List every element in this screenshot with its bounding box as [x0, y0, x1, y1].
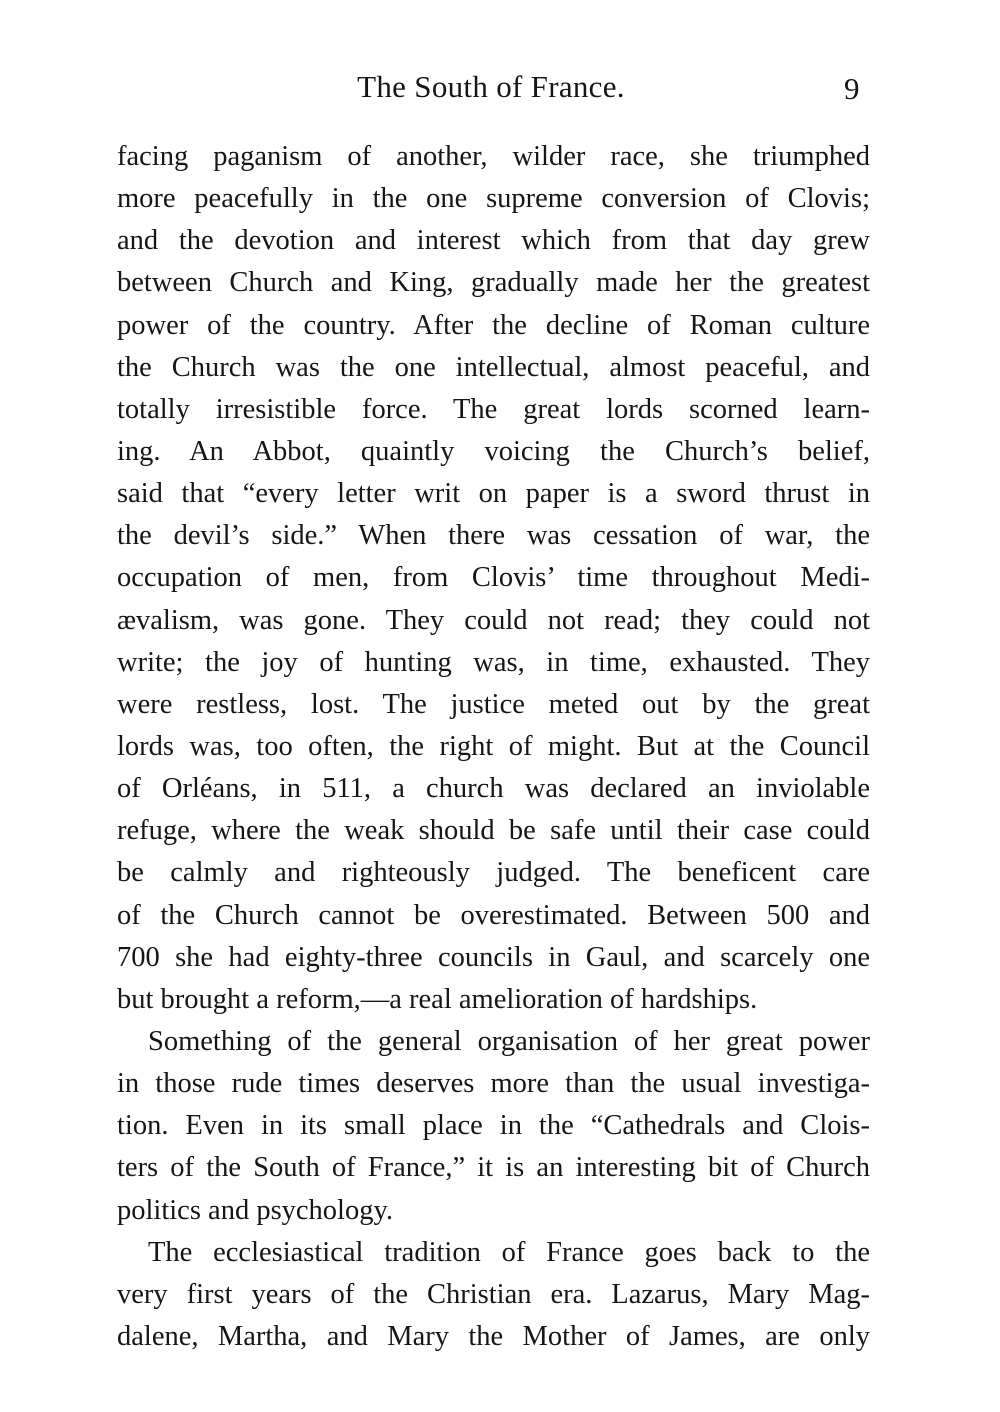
text-line: ing. An Abbot, quaintly voicing the Church’s belief, [117, 435, 870, 467]
text-line: ters of the South of France,” it is an interesting bit of Church [117, 1152, 870, 1184]
paragraph [117, 136, 870, 1021]
text-line: be calmly and righteously judged. The beneficent care [117, 857, 870, 889]
text-line: of the Church cannot be overestimated. Between 500 and [117, 899, 870, 931]
text-line: said that “every letter writ on paper is a sword thrust in [117, 478, 870, 510]
text-line: between Church and King, gradually made her the greatest [117, 267, 870, 299]
page-number: 9 [844, 71, 860, 106]
text-line: Something of the general organisation of her great power [148, 1025, 870, 1057]
text-line: tion. Even in its small place in the “Cathedrals and Clois- [117, 1110, 870, 1142]
text-line: refuge, where the weak should be safe until their case could [117, 815, 870, 847]
text-line: very first years of the Christian era. Lazarus, Mary Mag- [117, 1278, 870, 1310]
text-line: of Orléans, in 511, a church was declared an inviolable [117, 773, 870, 805]
text-line: more peacefully in the one supreme conversion of Clovis; [117, 183, 870, 215]
text-line: write; the joy of hunting was, in time, exhausted. They [117, 646, 870, 678]
text-line: politics and psychology. [117, 1194, 393, 1226]
running-head [0, 62, 1000, 112]
text-line: but brought a reform,—a real amelioration of hardships. [117, 983, 758, 1015]
paragraph [117, 1232, 870, 1358]
text-line: totally irresistible force. The great lords scorned learn- [117, 393, 870, 425]
text-line: dalene, Martha, and Mary the Mother of James, are only [117, 1320, 870, 1352]
text-line: ævalism, was gone. They could not read; they could not [117, 604, 870, 636]
body-text [117, 136, 870, 1358]
text-line: were restless, lost. The justice meted out by the great [117, 688, 870, 720]
text-line: the Church was the one intellectual, almost peaceful, and [117, 351, 870, 383]
text-line: lords was, too often, the right of might. But at the Council [117, 730, 870, 762]
text-line: power of the country. After the decline of Roman culture [117, 309, 870, 341]
paragraph [117, 1021, 870, 1232]
text-line: occupation of men, from Clovis’ time throughout Medi- [117, 562, 870, 594]
text-line: and the devotion and interest which from that day grew [117, 225, 870, 257]
text-line: 700 she had eighty-three councils in Gaul, and scarcely one [117, 941, 870, 973]
text-line: facing paganism of another, wilder race, she triumphed [117, 141, 870, 172]
text-line: the devil’s side.” When there was cessation of war, the [117, 520, 870, 552]
text-line: in those rude times deserves more than the usual investiga- [117, 1068, 870, 1100]
running-title: The South of France. [357, 69, 625, 104]
text-line: The ecclesiastical tradition of France goes back to the [148, 1236, 870, 1268]
